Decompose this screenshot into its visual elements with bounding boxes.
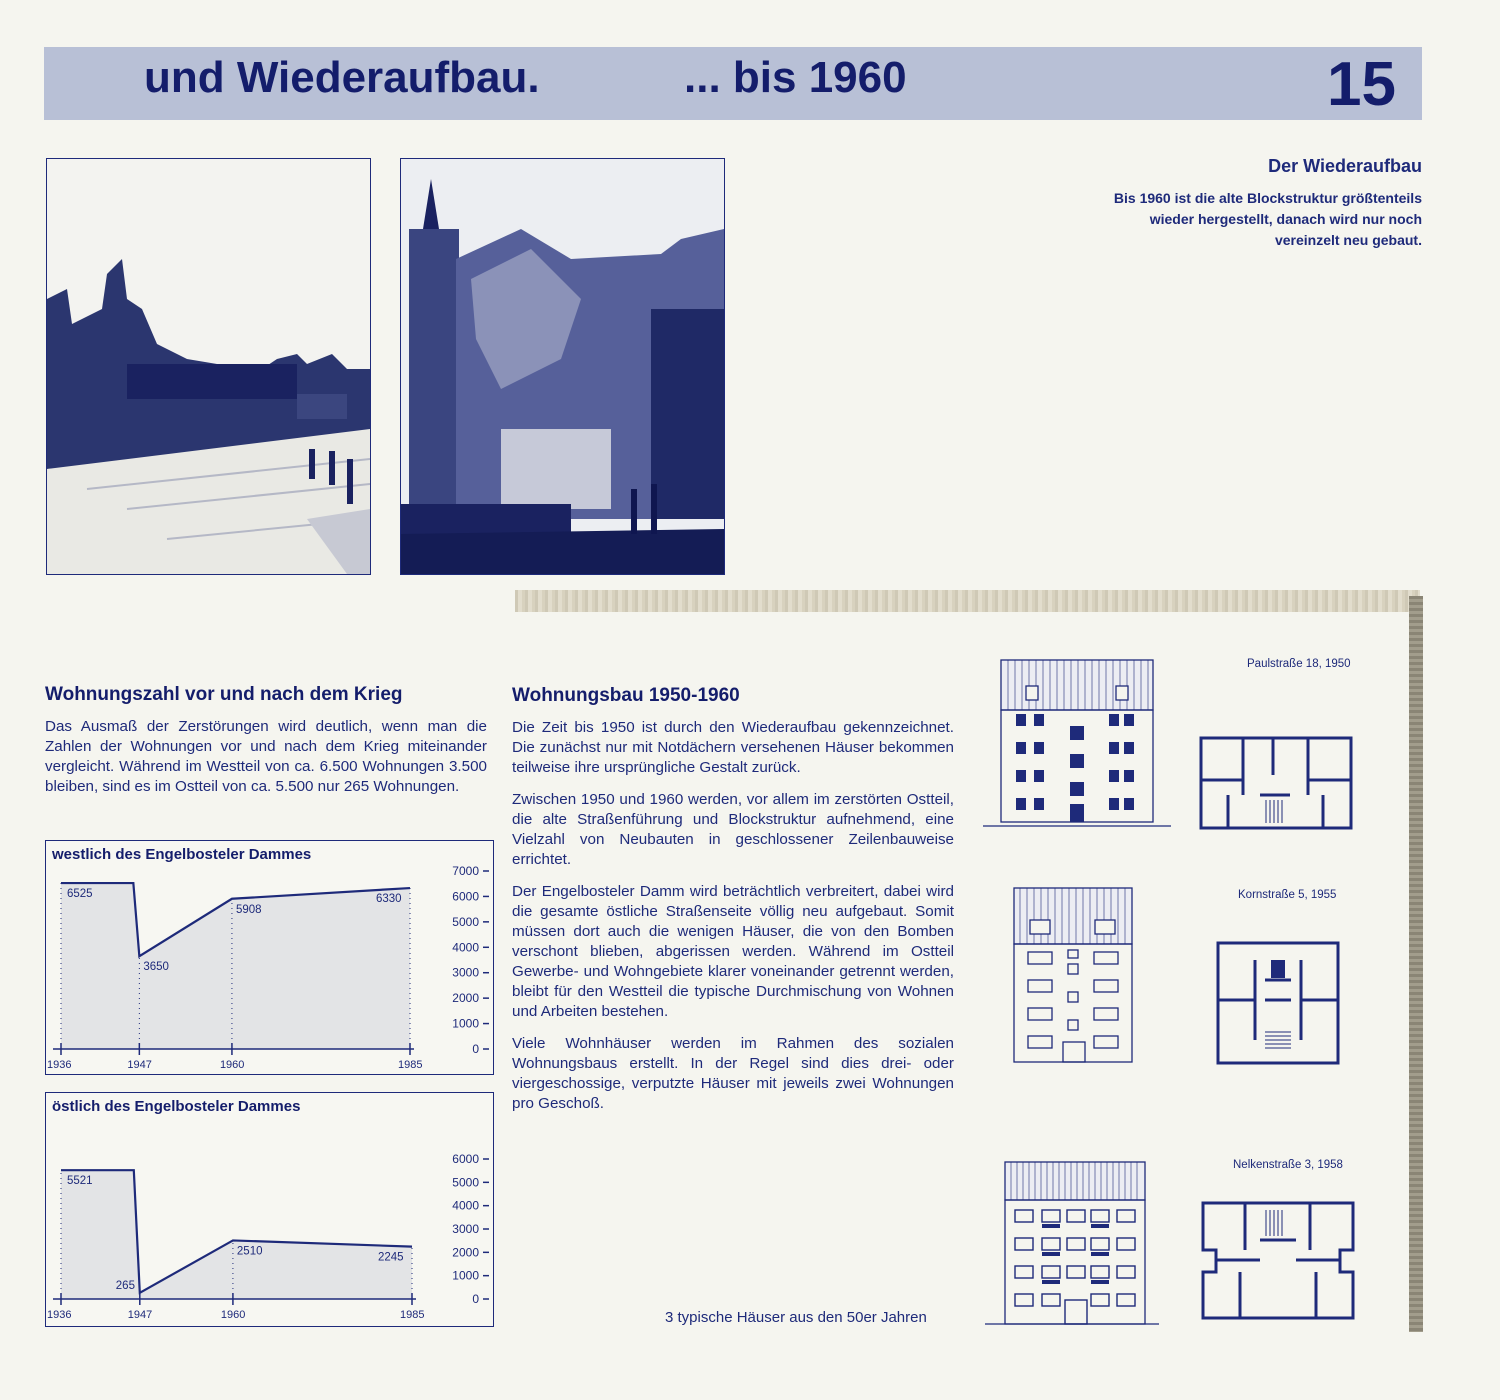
y-tick-label: 4000: [452, 940, 479, 955]
bombed-building-photo: [400, 158, 725, 575]
chart-west: [45, 840, 494, 1075]
banner-subtitle: ... bis 1960: [684, 53, 907, 102]
y-tick-label: 0: [472, 1292, 479, 1306]
x-tick-label: 1985: [398, 1059, 423, 1071]
y-tick-label: 3000: [452, 965, 479, 980]
chart-east-plot: [46, 1093, 493, 1326]
y-tick-label: 3000: [452, 1222, 479, 1236]
data-label: 2510: [236, 1245, 263, 1258]
houses-footer-caption: 3 typische Häuser aus den 50er Jahren: [665, 1309, 927, 1326]
house-elevation-nelkenstrasse: [985, 1158, 1160, 1330]
paper-strip-right: [1409, 596, 1423, 1332]
header-banner: [44, 47, 1422, 120]
y-tick-label: 0: [472, 1042, 479, 1056]
data-label: 5908: [235, 903, 262, 916]
data-label: 2245: [378, 1251, 404, 1264]
y-tick-label: 5000: [452, 914, 479, 929]
housing-count-text: Das Ausmaß der Zerstörungen wird deutlich, wenn man die Zahlen der Wohnungen vor und nach dem Krieg miteinander vergleicht. Während im Westteil von ca. 6.500 Wohnungen 3.500 bleiben, sind es im Ostteil von ca. 5.500 nur 265 Wohnungen.: [45, 718, 487, 795]
page-number: 15: [1327, 50, 1396, 119]
paragraph: Viele Wohnhäuser werden im Rahmen des sozialen Wohnungsbaus erstellt. In der Regel sind dies drei- oder viergeschossige, verputzte Häuser mit jeweils zwei Wohnungen pro Geschoß.: [512, 1035, 954, 1112]
y-tick-label: 1000: [452, 1016, 479, 1031]
data-label: 265: [115, 1279, 135, 1292]
house-caption-nelkenstrasse: Nelkenstraße 3, 1958: [1233, 1159, 1343, 1171]
house-caption-paulstrasse: Paulstraße 18, 1950: [1247, 658, 1351, 670]
chart-west-plot: [46, 841, 493, 1074]
chart-east: [45, 1092, 494, 1327]
data-label: 5521: [67, 1175, 93, 1188]
intro-heading: Der Wiederaufbau: [1268, 156, 1422, 176]
paper-strip-top: [515, 590, 1420, 612]
floor-plan-kornstrasse: [1215, 940, 1341, 1066]
paragraph: Der Engelbosteler Damm wird beträchtlich verbreitert, dabei wird die gesamte östliche Straßenseite völlig neu aufgebaut. Somit müssen dort auch die wenigen Häuser, die von den Bomben verschont blieben, abgerissen werden. Während im Ostteil Gewerbe- und Wohngebiete klarer voneinander getrennt werden, bleibt für den Westteil die typische Durchmischung von Wohnen und Arbeiten bestehen.: [512, 883, 954, 1020]
ruined-street-photo: [46, 158, 371, 575]
floor-plan-paulstrasse: [1198, 735, 1356, 831]
y-tick-label: 1000: [452, 1268, 479, 1283]
y-tick-label: 6000: [452, 1152, 479, 1166]
house-caption-kornstrasse: Kornstraße 5, 1955: [1238, 889, 1337, 901]
y-tick-label: 5000: [452, 1175, 479, 1190]
data-label: 3650: [143, 961, 169, 974]
x-tick-label: 1947: [127, 1059, 152, 1071]
intro-text: Bis 1960 ist die alte Blockstruktur größtenteils wieder hergestellt, danach wird nur noch vereinzelt neu gebaut.: [1113, 190, 1422, 248]
y-tick-label: 2000: [452, 991, 479, 1006]
y-tick-label: 6000: [452, 889, 479, 904]
house-elevation-kornstrasse: [1000, 882, 1150, 1067]
chart-east-title: östlich des Engelbosteler Dammes: [52, 1098, 301, 1115]
y-tick-label: 2000: [452, 1245, 479, 1260]
x-tick-label: 1936: [47, 1059, 72, 1071]
banner-title: und Wiederaufbau.: [144, 53, 540, 102]
x-tick-label: 1960: [219, 1059, 245, 1071]
x-tick-label: 1960: [220, 1309, 246, 1321]
y-tick-label: 4000: [452, 1198, 479, 1213]
chart-west-title: westlich des Engelbosteler Dammes: [52, 846, 312, 863]
housing-construction-heading: Wohnungsbau 1950-1960: [512, 685, 740, 706]
housing-count-heading: Wohnungszahl vor und nach dem Krieg: [45, 684, 403, 705]
floor-plan-nelkenstrasse: [1200, 1200, 1358, 1322]
housing-construction-text: [512, 718, 954, 1126]
data-label: 6525: [67, 888, 93, 901]
x-tick-label: 1947: [127, 1309, 153, 1321]
x-tick-label: 1936: [47, 1309, 72, 1321]
y-tick-label: 7000: [452, 864, 479, 878]
x-tick-label: 1985: [400, 1309, 425, 1321]
paragraph: Zwischen 1950 und 1960 werden, vor allem im zerstörten Ostteil, die alte Straßenführung und Blockstruktur aufnehmend, eine Vielzahl von Neubauten in geschlossener Zeilenbauweise errichtet.: [512, 791, 954, 868]
data-label: 6330: [376, 893, 402, 906]
house-elevation-paulstrasse: [983, 652, 1173, 832]
paragraph: Die Zeit bis 1950 ist durch den Wiederaufbau gekennzeichnet. Die zunächst nur mit Notdächern versehenen Häuser bekommen teilweise ihre ursprüngliche Gestalt zurück.: [512, 719, 954, 776]
chart-area: [61, 1170, 412, 1299]
